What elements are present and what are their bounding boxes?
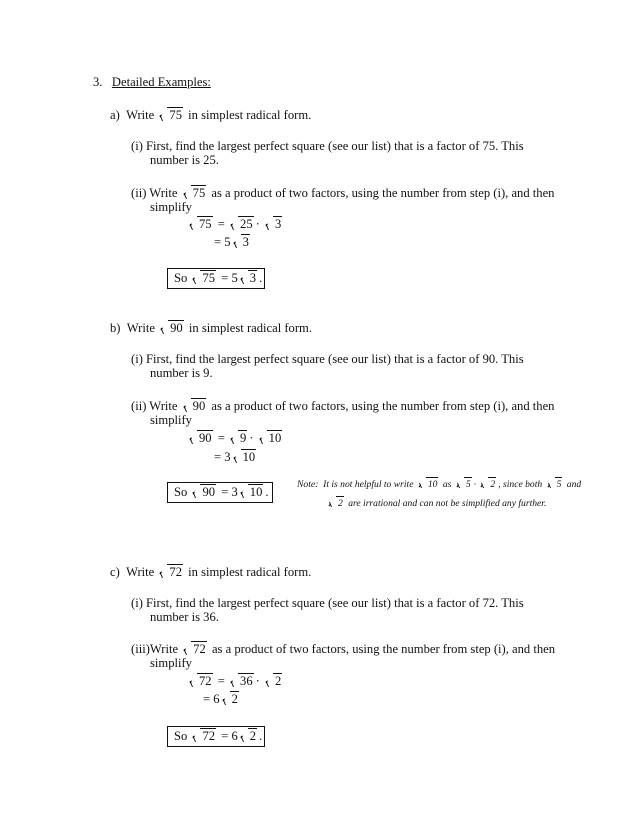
- example-a-step1: (i) First, find the largest perfect square (see our list) that is a factor of 75. This: [131, 139, 524, 153]
- example-a-step1-cont: number is 25.: [150, 153, 219, 167]
- radical: 75: [190, 270, 216, 286]
- radical: 2: [263, 673, 282, 689]
- radical: 10: [416, 477, 439, 492]
- example-b-step1-cont: number is 9.: [150, 366, 213, 380]
- example-c-equation-2: = 6 2: [203, 692, 238, 706]
- example-a-prompt: a) Write 75 in simplest radical form.: [110, 108, 312, 122]
- example-b-step2: (ii) Write 90 as a product of two factors, using the number from step (i), and then: [131, 399, 555, 413]
- radical: 75: [157, 107, 183, 123]
- example-a-step2: (ii) Write 75 as a product of two factors, using the number from step (i), and then: [131, 186, 555, 200]
- example-a-answer-box: So 75 = 5 3 .: [167, 268, 265, 289]
- example-c-simplify: simplify: [150, 656, 192, 670]
- section-number: 3.: [93, 75, 103, 89]
- radical: 5: [454, 477, 472, 492]
- example-c-step1: (i) First, find the largest perfect square (see our list) that is a factor of 72. This: [131, 596, 524, 610]
- radical: 72: [157, 564, 183, 580]
- radical: 90: [158, 320, 184, 336]
- radical: 10: [257, 430, 283, 446]
- example-a-equation-1: 75 = 25 · 3: [187, 216, 284, 232]
- radical: 2: [238, 728, 257, 744]
- radical: 90: [187, 430, 213, 446]
- example-b-equation-1: 90 = 9 · 10: [187, 430, 284, 446]
- example-c-step2: (iii)Write 72 as a product of two factors, using the number from step (i), and then: [131, 642, 556, 656]
- example-a-equation-2: = 5 3: [214, 235, 249, 249]
- example-c-step1-cont: number is 36.: [150, 610, 219, 624]
- example-c-answer-box: So 72 = 6 2 .: [167, 726, 265, 747]
- radical: 3: [263, 216, 282, 232]
- radical: 2: [326, 496, 344, 511]
- note-label: Note:: [297, 479, 319, 490]
- radical: 3: [231, 234, 250, 250]
- note-line-1: Note: It is not helpful to write 10 as 5 · 2 , since both 5 and: [297, 479, 582, 490]
- radical: 36: [228, 673, 254, 689]
- radical: 90: [190, 484, 216, 500]
- radical: 90: [181, 398, 207, 414]
- radical: 2: [478, 477, 496, 492]
- radical: 25: [228, 216, 254, 232]
- example-b-equation-2: = 3 10: [214, 450, 256, 464]
- example-b-answer-box: So 90 = 3 10 .: [167, 482, 273, 503]
- example-c-prompt: c) Write 72 in simplest radical form.: [110, 565, 312, 579]
- section-title: Detailed Examples:: [111, 75, 211, 89]
- radical: 10: [231, 449, 257, 465]
- example-c-equation-1: 72 = 36 · 2: [187, 673, 284, 689]
- example-b-prompt: b) Write 90 in simplest radical form.: [110, 321, 312, 335]
- radical: 75: [181, 185, 207, 201]
- radical: 72: [181, 641, 207, 657]
- radical: 10: [238, 484, 264, 500]
- radical: 2: [220, 691, 239, 707]
- section-heading: [93, 75, 211, 90]
- example-a-simplify: simplify: [150, 200, 192, 214]
- note-line-2: 2 are irrational and can not be simplified any further.: [326, 496, 546, 511]
- radical: 75: [187, 216, 213, 232]
- radical: 3: [238, 270, 257, 286]
- radical: 72: [190, 728, 216, 744]
- radical: 5: [545, 477, 563, 492]
- radical: 72: [187, 673, 213, 689]
- example-b-simplify: simplify: [150, 413, 192, 427]
- example-b-step1: (i) First, find the largest perfect square (see our list) that is a factor of 90. This: [131, 352, 524, 366]
- radical: 9: [228, 430, 247, 446]
